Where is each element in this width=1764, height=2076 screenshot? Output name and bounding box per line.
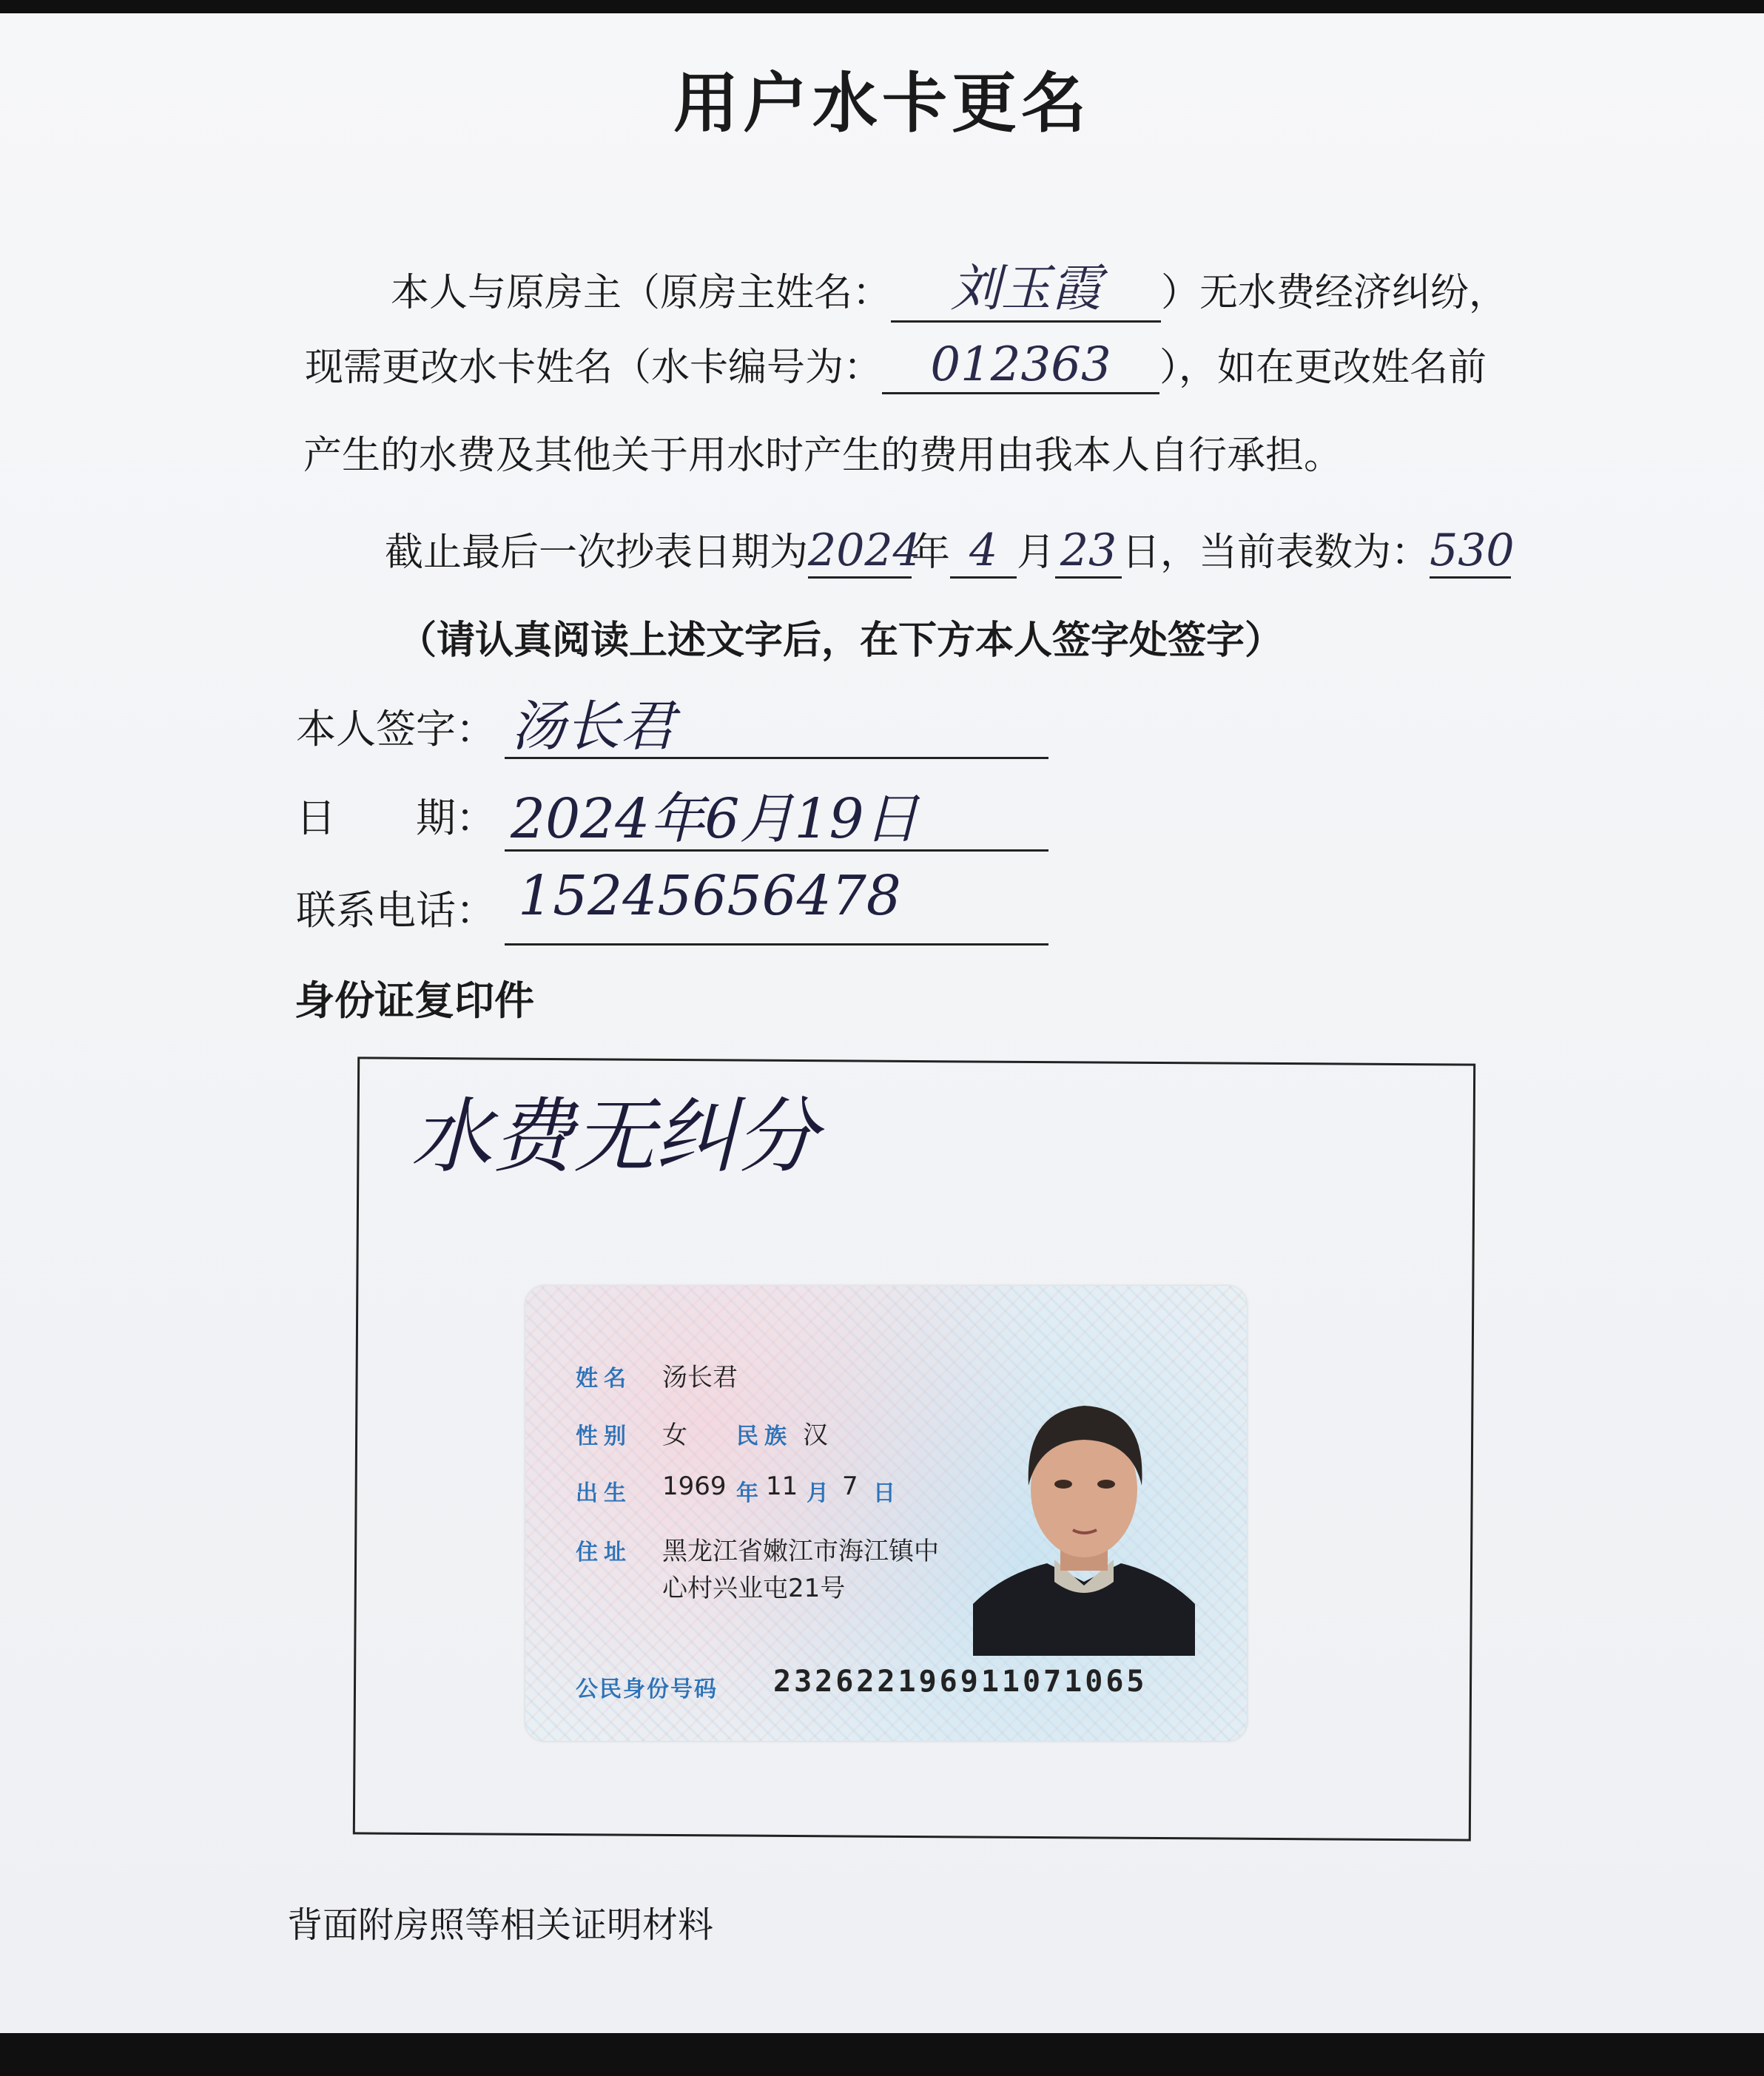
signature-value: 汤长君 [511, 695, 675, 758]
para2-prefix: 现需更改水卡姓名（水卡编号为： [305, 346, 883, 390]
footer-note: 背面附房照等相关证明材料 [287, 1904, 714, 1946]
date-underline [505, 849, 1048, 852]
id-portrait-photo [973, 1360, 1195, 1656]
paragraph-meter-reading [385, 521, 1515, 579]
reading-year: 2024 [808, 525, 912, 579]
paragraph-card-number [305, 336, 1487, 394]
id-number-label: 公民身份号码 [576, 1676, 718, 1702]
id-ethnic: 汉 [803, 1420, 828, 1450]
id-year-label: 年 [736, 1480, 764, 1506]
id-address-line2: 心村兴业屯21号 [662, 1574, 846, 1603]
reading-prefix: 截止最后一次抄表日期为 [385, 530, 809, 575]
reading-month: 4 [950, 525, 1017, 579]
id-sex-label: 性别 [576, 1423, 632, 1449]
id-ethnic-label: 民族 [736, 1423, 792, 1449]
id-birth-day: 7 [842, 1472, 858, 1501]
reading-year-unit: 年 [912, 530, 951, 575]
paragraph-original-owner [391, 249, 1507, 323]
meter-value: 530 [1430, 525, 1511, 579]
reading-day-unit: 日，当前表数为： [1122, 530, 1430, 575]
id-birth-label: 出生 [576, 1480, 632, 1506]
id-sex: 女 [662, 1420, 687, 1450]
id-name-label: 姓名 [576, 1366, 632, 1392]
document-page [0, 13, 1764, 2033]
reading-day: 23 [1055, 525, 1122, 579]
para2-suffix: ），如在更改姓名前 [1159, 346, 1487, 390]
para1-prefix: 本人与原房主（原房主姓名： [391, 271, 892, 315]
id-day-label: 日 [873, 1480, 901, 1506]
document-title: 用户水卡更名 [673, 65, 1091, 141]
signature-label: 本人签字： [296, 706, 496, 752]
para1-suffix: ）无水费经济纠纷， [1161, 271, 1508, 315]
id-address-line1: 黑龙江省嫩江市海江镇中 [662, 1537, 939, 1566]
original-owner-name: 刘玉霞 [891, 249, 1161, 323]
phone-underline [505, 943, 1048, 946]
signing-instruction: （请认真阅读上述文字后，在下方本人签字处签字） [398, 619, 1284, 663]
id-card [525, 1286, 1247, 1741]
handwritten-note: 水费无纠分 [411, 1089, 818, 1184]
date-value: 2024年6月19日 [511, 787, 919, 851]
signature-underline [505, 757, 1048, 759]
id-birth-year: 1969 [662, 1472, 727, 1501]
id-name: 汤长君 [662, 1363, 738, 1392]
id-copy-label: 身份证复印件 [294, 977, 534, 1024]
id-number: 232622196911071065 [773, 1665, 1148, 1699]
date-label: 日 期： [296, 795, 496, 841]
id-month-label: 月 [807, 1480, 835, 1506]
id-address-label: 住址 [576, 1540, 632, 1566]
phone-label: 联系电话： [296, 887, 496, 934]
paragraph-responsibility: 产生的水费及其他关于用水时产生的费用由我本人自行承担。 [303, 434, 1343, 478]
water-card-number: 012363 [882, 337, 1159, 394]
reading-month-unit: 月 [1017, 530, 1056, 575]
phone-value: 15245656478 [518, 864, 901, 928]
id-birth-month: 11 [766, 1472, 798, 1501]
